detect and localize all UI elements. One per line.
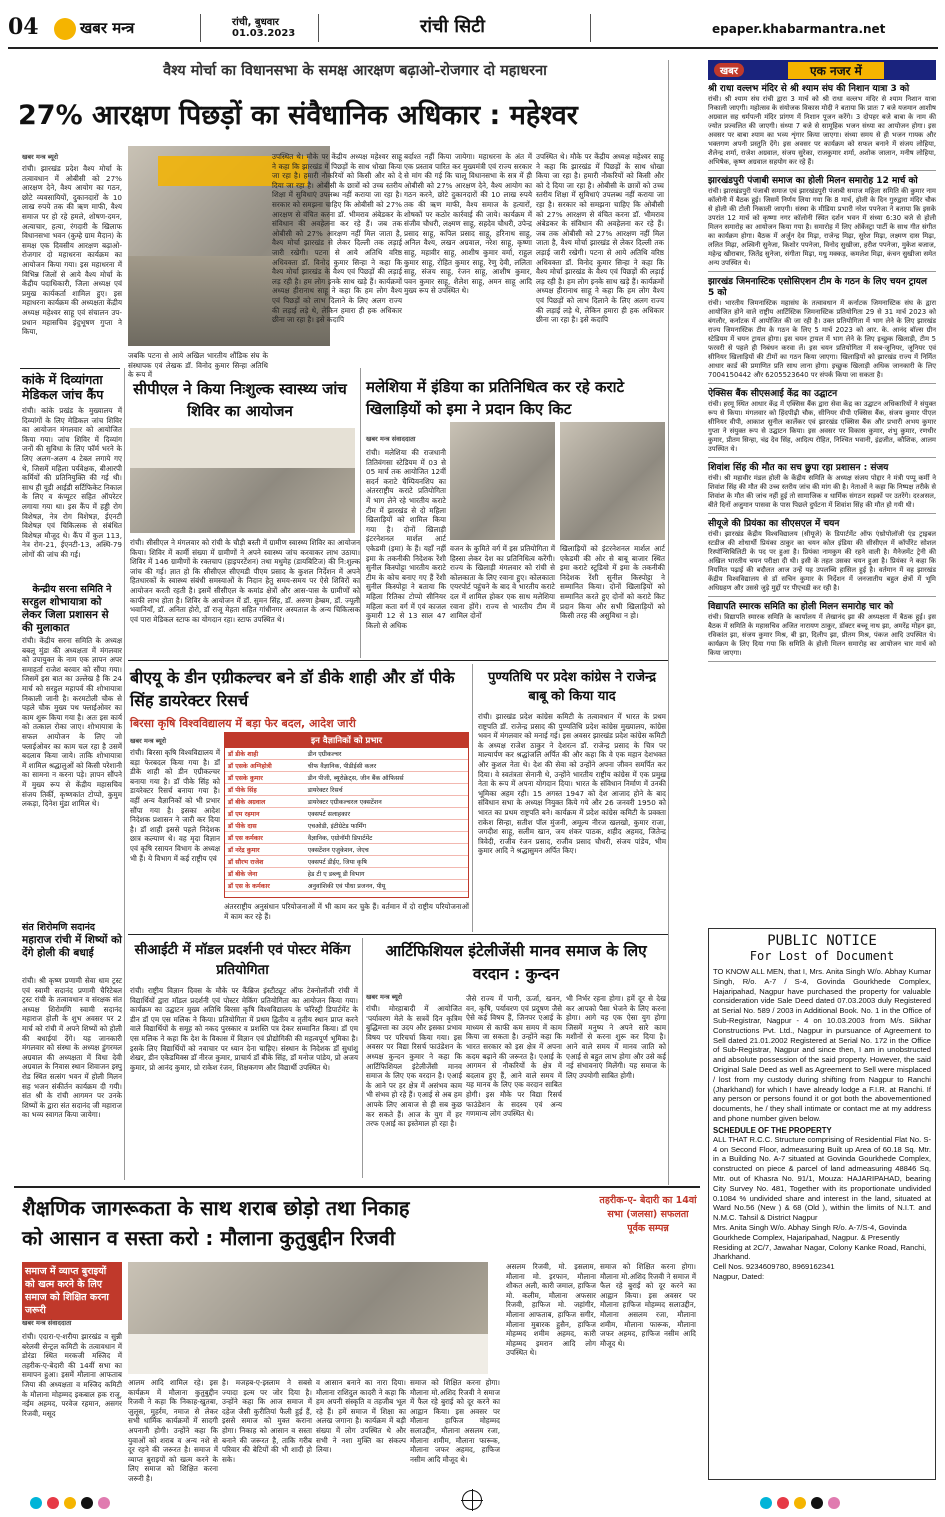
ai-byline: खबर मन्त्र ब्यूरो [366,993,403,1001]
scientist-charge: एचओडी, इंटीग्रेटेड फार्मिंग [305,820,468,832]
ai-body-col2: जैसे राज्य में पानी, ऊर्जा, खनन, वन, कृषि, पर्यावरण एवं प्रदूषण जैसे ऐसे कई विषय हैं, जिनपर एआई के माध्यम से काफी कम समय में काम किया जा सकता है। उन्होंने कहा कि भारत सरकार को इस क्षेत्र में अपना कदम बढ़ाने की जरूरत है। एआई के आगमन से नौकरियों के क्षेत्र में बदलाव हुए हैं, आने वाले समय में यह मानव के लिए एक वरदान साबित होगी। इस मौके पर विद्या रिसर्च फाउंडेशन के सदस्य एवं अन्य गणमान्य लोग उपस्थित थे। [466,994,562,1119]
brand-name: खबर मन्त्र [80,19,135,37]
color-dot [81,1497,93,1509]
bau-byline: खबर मन्त्र ब्यूरो [130,737,167,745]
scientist-charge: एक्सटेंशन एजुकेशन, जेएच [305,844,468,856]
website-url[interactable]: epaper.khabarmantra.net [712,22,886,36]
scientist-charge: डीन पीजी, ब्यूरोक्रेट्स, जीन बैंक ऑफिसर्स [305,772,468,784]
edu-body-col4: व आसान बनाने का नारा दिया। मौलाना राशिदुल कादरी ने कहा कि हम अपनी संस्कृति व तहजीब भूल रहे हैं। हमें समाज में शिक्षा का अलख जगाना है। कार्यक्रम में बड़ी संख्या में लोग उपस्थित थे और सभी ने नशा मुक्ति का संकल्प लिया। [316,1378,406,1455]
main-kicker: वैश्य मोर्चा का विधानसभा के समक्ष आरक्षण बढ़ाओ-रोजगार दो महाधरना [163,63,547,79]
footer-color-dots-right [760,1494,845,1513]
cpl-photo [130,428,355,533]
sidebar-brief-headline: श्री राधा वल्लभ मंदिर से श्री श्याम संघ की निशान यात्रा 3 को [708,84,910,94]
header-rule [8,47,938,49]
bau-table-row [225,856,468,868]
sidebar-brief [708,602,936,662]
cpl-headline: सीपीएल ने किया निःशुल्क स्वास्थ्य जांच शिविर का आयोजन [133,380,347,420]
scientist-name: डॉ पीके सिंह [225,784,305,796]
sidebar-brief-body: रांची। भारतीय जिमनास्टिक महासंघ के तत्वावधान में कर्नाटक जिमनास्टिक संघ के द्वारा आयोजित होने वाले राष्ट्रीय आर्टिस्टिक जिमनास्टिक प्रतियोगिता 29 से 31 मार्च 2023 को बंगलौर, कर्नाटक में आयोजित की जा रही है। उक्त प्रतियोगिता में भाग लेने के लिए झारखंड राज्य जिमनास्टिक टीम के गठन के लिए 5 मार्च 2023 को आर. के. आनंद बॉल्स ग्रीन स्टेडियम में चयन ट्रायल होगा। इस चयन ट्रायल में भाग लेने के लिए इच्छुक खिलाड़ी, टीम 5 फरवरी से पहले ही निबंधन करवा लें। इस चयन प्रतियोगिता में सब-जूनियर, जूनियर एवं सीनियर खिलाड़ियों की टीमों का गठन किया जाएगा। खिलाड़ियों को झारखंड राज्य में निर्मित आधार कार्ड की प्रमाणित प्रति साथ लाना होगा। इच्छुक खिलाड़ी अधिक जानकारी के लिए 7004150442 और 6205523640 पर संपर्क किया जा सकता है। [708,299,936,379]
kendriya-headline: सरहुल शोभायात्रा को लेकर जिला प्रशासन से की मुलाकात [22,596,109,634]
edu-photo [128,1262,488,1374]
sidebar-banner [708,60,936,80]
scientist-charge: एक्सपर्ट सलाहकार [305,808,468,820]
cpl-body: रांची। सीसीएल ने मंगलवार को रांची के चौड़ी बस्ती में ग्रामीण स्वास्थ्य शिविर का आयोजन किया। शिविर में कार्मी संख्या में ग्रामीणों ने अपने स्वास्थ्य जांच करवाकर लाभ उठाया। शिविर में 146 ग्रामीणों के रक्तचाप (हाइपरटेंशन) तथा मधुमेह (डायबिटिज) की नि:शुल्क जांच की गई। ज्ञात हो कि सीसीएल सीएमडी पीएम प्रसाद के कुशल निर्देशन में अपने हितधारकों के स्वास्थ्य संबंधी समस्याओं के निदान हेतु समय-समय पर ऐसे शिविरों का आयोजन करती रहती है। इसमें सीसीएल के कमांड क्षेत्रों और आस-पास के ग्रामीणों को काफी लाभ होता है। शिविर के आयोजन में डॉ. सुमन सिंह, डॉ. अरुणा हेम्ब्रम, डॉ. ज्यूली भवानियाँ, डॉ. अनिता होरो, डॉ राजू मेहता सहित गांधीनगर अस्पताल के अन्य चिकित्सक एवं पारा मेडिकल स्टाफ का योगदान रहा। स्टाफ उपस्थित थे। [130,538,360,624]
scientist-charge: डायरेक्टर एग्रीकल्चरल एक्सटेंशन [305,796,468,808]
header-city: रांची, बुधवार [232,17,280,28]
page-number: 04 [8,14,39,40]
scientist-name: डॉ एम रहमान [225,808,305,820]
bau-table-row [225,820,468,832]
scientist-charge: डीन एग्रीकल्चर [305,748,468,760]
color-dot [64,1497,76,1509]
notice-subtitle: For Lost of Document [749,949,895,963]
sidebar-brief-body: रांची। श्री श्याम संघ रांची द्वारा 3 मार्च को श्री राधा वल्लभ मंदिर से श्याम निशान यात्रा निकाली जाएगी। महोत्सव के संयोजक विकास मोदी ने बताया कि प्रातः 7 बजे यजमान आशीष अग्रवाल सह धर्मपत्नी मंदिर प्रांगण में निशान पूजन करेंगे। 3 दोपहर बजे बाबा के नाम की ज्योत प्रज्वलित की जाएगी। संध्या 7 बजे से सामूहिक भजन संध्या का आयोजन होगा। इस अवसर पर बाबा श्याम का भव्य शृंगार किया जाएगा। संध्या समय से ही भजन गायक और भक्तगण अपनी प्रस्तुति देंगे। इस अवसर पर कार्यक्रम को सफल बनाने में संजय लोहिया, शैलेन्द्र शर्मा, राजेश अग्रवाल, संजय सुरेका, राजकुमार शर्मा, अशोक जालान, मनीष लोहिया, अभिषेक, कृष्ण अग्रवाल सहयोग कर रहे हैं। [708,95,936,166]
edu-body-col3: है। मजहब-ए-इस्लाम ने सबसे ज्यादा इल्म पर जोर दिया है। उन्होंने कहा कि आज समाज में दहेज जैसी कुरीतियां फैली हुई हैं, इससे समाज को मुक्त कराना होगा। निकाह को आसान व सस्ता बनाने की जरूरत है, ताकि गरीब परिवार की बेटियों की भी शादी हो सके। [222,1378,312,1464]
malaysia-photo-2 [560,422,665,540]
ciit-body: रांची। राष्ट्रीय विज्ञान दिवस के मौके पर कैंब्रिज इंस्टीट्यूट ऑफ टेक्नोलॉजी रांची में विद्यार्थियों द्वारा मॉडल प्रदर्शनी एवं पोस्टर मेकिंग प्रतियोगिता का आयोजन किया गया। कार्यक्रम का उद्घाटन मुख्य अतिथि बिरसा कृषि विश्वविद्यालय के फॉरेस्ट्री डिपार्टमेंट के डीन डॉ एम एस मलिक ने किया। प्रतियोगिता में प्रथम द्वितीय व तृतीय स्थान प्राप्त करने वाले विद्यार्थियों के समूह को नकद पुरस्कार व प्रशस्ति पत्र देकर सम्मानित किया। डॉ एम एस मलिक ने कहा कि देश के विकास में विज्ञान एवं प्रौद्योगिकी की महत्वपूर्ण भूमिका है। इसके लिए विद्यार्थियों को नवाचार पर ध्यान देना चाहिए। संस्थान के निदेशक डॉ सुधांशु शेखर, डीन एकेडमिक्स डॉ नीरज कुमार, प्राचार्य डॉ बीके सिंह, डॉ मनोज पांडेय, प्रो अजय कुमार, प्रो आनंद कुमार, प्रो राकेश रंजन, शिक्षकगण और विद्यार्थी उपस्थित थे। [130,986,358,1072]
scientist-charge: हेड टी ए डब्ल्यू डी विभाग [305,868,468,880]
edu-body-col6: असलम रिजवी, मो. इसलाम, मौलाना मो. इरफान, मौलाना शौकत अली, कारी जमाल, हाफिज मो. कलीम, मौलाना अफसार रिजवी, हाफिज मो. जहांगीर, मौलाना आफताब, हाफिज सगीर, मौलाना मुबारक हुसैन, हाफिज मोहम्मद शमीम अहमद, कारी मोहम्मद इमरान आदि लोग उपस्थित थे। [506,1262,596,1358]
bau-table-row [225,868,468,880]
sidebar-banner-badge: खबर [714,63,744,77]
scientist-charge: चीफ वैज्ञानिक, पीडीईसी कलर [305,760,468,772]
scientist-name: डॉ सौरभ राजेश [225,856,305,868]
brand-logo [54,18,76,40]
main-photo-caption: जबकि पटना से आये अखिल भारतीय शौंडिक संघ के संस्थापक एवं लेखक डॉ. विनोद कुमार सिन्हा अतिथि के रूप में [128,351,268,380]
scientist-name: डॉ बीके जेना [225,868,305,880]
main-body-col3: बर्दाश्त नहीं किया जायेगा। महाधरना के अंत में एक प्रस्ताव पारित कर मुख्यमंत्री एवं राज्य सरकार से मांग की गई कि चालू विधानसभा के सत्र में ही ओबीसी को 27% आरक्षण देने, वैश्य आयोग का गठन करने, छोटे दुकानदारों की 10 लाख रुपये तक की ऋण माफी, वैश्य समाज के हत्यारों, शोषकों पर कठोर कार्रवाई की जाये। कार्यक्रम में संजीव चौधरी, लक्ष्मण साहू, सहदेव चौधरी, उपेन्द्र प्रसाद साहू, कपिल प्रसाद साहू, हरिनाथ साहू, अनिल वैश्य, लखन अग्रवाल, नरेश साहू, कृष्णा साहू, महावीर साहू, आशीष कुमार वर्मा, राहुल कुमार साहू, रोहित कुमार साहू, रेणु देवी, ललिता साहू, संजय साहू, रंजन साहू, आशीष कुमार, पवन कुमार साहू, शैलेश साहू, अमन साहू आदि मुख्य रूप से उपस्थित थे। [404,152,532,296]
sidebar-list [708,84,936,924]
main-body-col1: रांची। झारखंड प्रदेश वैश्य मोर्चा के तत्वावधान में ओबीसी को 27% आरक्षण देने, वैश्य आयोग का गठन, छोटे व्यवसायियों, दुकानदारों के 10 लाख रुपये तक की ऋण माफी, वैश्य समाज पर हो रहे हमले, शोषण-दमन, अत्याचार, हत्या, रंगदारी के खिलाफ विधानसभा भवन (कुम्हे ग्राम मैदान) के समक्ष एक दिवसीय आरक्षण बढ़ाओ-रोजगार दो महाधरना कार्यक्रम का आयोजन किया गया। इस महाधरना में विभिन्न जिलों से आये वैश्य मोर्चा के केंद्रीय पदाधिकारी, जिला अध्यक्ष एवं प्रमुख कार्यकर्ता शामिल हुए। इस महाधरना कार्यक्रम की अध्यक्षता केंद्रीय अध्यक्ष महेश्वर साहू एवं संचालन उप-प्रधान महासचिव इंदुभूषण गुप्ता ने किया, [22,164,122,337]
scientist-name: डॉ एस कर्मकार [225,832,305,844]
sidebar-brief-headline: शिवांश सिंह की मौत का सच छुपा रहा प्रशासन : संजय [708,463,889,473]
column-rule [472,664,473,932]
column-rule [362,938,363,1178]
edu-kicker: समाज में व्याप्त बुराइयों को खत्म करने के लिए समाज को शिक्षित करना जरूरी [22,1262,122,1320]
left-rule [20,368,120,369]
kendriya-kicker: केन्द्रीय सरना समिति ने [32,584,112,595]
notice-schedule: ALL THAT R.C.C. Structure comprising of Residential Flat No. S-4 on Second Floor, admeasuring Built up Area of 60.18 Sq. Mtr. in a Building No. A-7 situated at Govinda Gourkhede Complex, constructed on piece & parcel of land admeasuring 48846 Sq. Mtr. out of Khasra No. 91/1, Mouza: HAJARIPAHAD, bearing City Survey No. 481, Together with its proportionate undivided 0.1084 % undivided share and interest in the land, situated at Ward No.56 (New ) & 68 (Old ), within the limits of N.I.T. and N.M.C. Tahsil & District Nagpur [713,1134,931,1223]
ai-headline: आर्टिफिशियल इंटेलीजेंसी मानव समाज के लिए वरदान : कुन्दन [385,942,647,983]
sidebar-brief-headline: ऐक्सिस बैंक सीएसआई केंद्र का उद्घाटन [708,389,838,399]
footer-color-dots-left [30,1494,115,1513]
bau-body-col1: रांची। बिरसा कृषि विश्वविद्यालय में बड़ा फेरबदल किया गया है। डॉ डीके शाही को डीन एग्रीकल्चर बनाया गया है। डॉ पीके सिंह को डायरेक्टर रिसर्च बनाया गया है। वहीं अन्य वैज्ञानिकों को भी प्रभार सौंपा गया है। इसका आदेश निदेशक प्रशासन ने जारी कर दिया है। डॉ शाही इससे पहले निदेशक छात्र कल्याण थे। वह मृदा विज्ञान एवं कृषि रसायन विभाग के अध्यक्ष भी हैं। ये विभाग में कई राष्ट्रीय एवं [130,748,220,863]
bau-headline: बीएयू के डीन एग्रीकल्चर बने डॉ डीके शाही और डॉ पीके सिंह डायरेक्टर रिसर्च [130,668,455,710]
sidebar-brief-body: रांची। झारखंडपुरी पंजाबी समाज एवं झारखंडपुरी पंजाबी समाज महिला समिति की कुमार नाम कॉलोनी में बैठक हुई। जिसमें निर्णय लिया गया कि 8 मार्च, होली के दिन गुरुद्वारा मंदिर चौक से होली की टोली निकाली जाएगी। संस्था के मीडिया प्रभारी नरेश पपनेजा ने बताया कि इसके उपरांत 12 मार्च को कृष्णा नगर कॉलोनी स्थित दर्शन भवन में संध्या 6:30 बजे से होली मिलन समारोह का आयोजन किया गया है। समारोह में लिए ऑर्केस्ट्रा पार्टी के साथ गीत संगीत का कार्यक्रम होगा। बैठक में अर्जुन देव मिढ़ा, राजेन्द्र मिढ़ा, सुरेश मिढ़ा, लक्ष्मण दास मिढ़ा, ललित मिढ़ा, अश्विनी सुनेजा, किशोर पपनेजा, विनोद सुखीजा, हरीश पपनेजा, मुकेश बजाज, महेन्द्र खीराबार, जितेंद्र सुनेजा, संगीता मिढ़ा, मधु मक्कड़, कमलेश मिढ़ा, कंचन सुखीजा समेत अन्य उपस्थित थे। [708,187,936,267]
scientist-name: डॉ नरेंद्र कुमार [225,844,305,856]
scientist-charge: वैज्ञानिक, एग्रोनॉमी डिपार्टमेंट [305,832,468,844]
sidebar-brief-body: रांची। झारखंड केंद्रीय विश्वविद्यालय (सीयूजे) के डिपार्टमेंट ऑफ एंथ्रोपोलॉजी एंड ट्राइबल स्टडीज की शोधार्थी प्रियंका ठाकुर का चयन कोल इंडिया की सीसीएल में कॉर्पोरेट सोशल रिस्पॉन्सिबिलिटी के पद पर हुआ है। प्रियंका नामकुम की रहने वाली है। मैनेजमेंट ट्रेनी की अखिल भारतीय चयन परीक्षा दी थी। इसी के तहत उसका चयन हुआ है। प्रियंका ने कहा कि नियमित पढ़ाई की बदौलत आज उन्हें यह उपलब्धि हासिल हुई है। वर्तमान में वह झारखंड केंद्रीय विश्वविद्यालय से डॉ सचिन कुमार के निर्देशन में जनजातीय बहुल क्षेत्रों में भूमि अधिग्रहण और उससे जुड़े मुद्दों पर पीएचडी कर रही है। [708,530,936,592]
edu-body-col7: समाज को शिक्षित करना होगा। मौलाना मो.अशिद रिजवी ने समाज में फैल रहे बुराई को दूर करने का आह्वान किया। इस अवसर पर मौलाना हाफिज मोहम्मद सलाउद्दीन, मौलाना असलम रजा, मौलाना शमीम, मौलाना फारूक, मौलाना जफर अहमद, हाफिज नसीम आदि मौजूद थे। [600,1262,696,1348]
malaysia-photo-1 [450,422,555,540]
sidebar-brief-headline: विद्यापति स्मारक समिति का होली मिलन समारोह चार को [708,602,894,612]
header-divider [590,14,591,42]
sidebar-brief [708,389,936,458]
color-dot [828,1497,840,1509]
bau-table [224,732,469,898]
scientist-name: डॉ एस के कर्मकार [225,880,305,892]
color-dot [760,1497,772,1509]
sidebar-brief-body: रांची। श्री महावीर मंडल होली के केंद्रीय समिति के अध्यक्ष संजय पोद्दार ने मंत्री पप्पू कर्मी ने शिवांश सिंह की मौत की उच्च स्तरीय जांच की मांग की है। नेताओं ने कहा कि निष्पक्ष तरीके से शिवांश के मौत की जांच नहीं हुई तो सामाजिक व धार्मिक संगठन सड़कों पर उतरेंगे। दरअसल, बीते दिनों अजुमान पासवा के पास पिछले दुर्घटना में शिवांश सिंह की मौत हो गयी थी। [708,474,936,509]
main-byline: खबर मन्त्र ब्यूरो [22,153,59,161]
malaysia-body-col3: खिलाड़ियों को इंटरनेशनल मार्शल आर्ट एकेडमी की ओर से बाबू बाजार स्थित इमा कराटे स्टूडियो में इमा के तकनीकी निदेशक रेंशी सुनील किस्पोट्टा ने सम्मानित किया। दोनों खिलाड़ियों को सम्मानित करते हुए दोनों को कराटे किट प्रदान किया और सभी खिलाड़ियों को किसी तरह की असुविधा न हो। [560,544,665,621]
column-rule [360,368,361,658]
scientist-charge: एक्सपर्ट डीईए, जिया कृषि [305,856,468,868]
main-body-col2: उपस्थित थे। मौके पर केंद्रीय अध्यक्ष महेश्वर साहू ने कहा कि झारखंड में पिछड़ों के साथ धोखा किया जा रहा है। हमारी नौकरियों को किसी और को दे दिया जा रहा है। ओबीसी के छात्रों को उच्च स्तरीय शिक्षा में सुविधाएं उपलब्ध नहीं कराया जा रहा है। सरकार को समझना चाहिए कि ओबीसी को 27% आरक्षण से वंचित करना डॉ. भीमराव अंबेडकर के संविधान की अवहेलना कर रहे हैं। जब तक ओबीसी को 27% आरक्षण नहीं मिल जाता है, वैश्य मोर्चा झारखंड से लेकर दिल्ली तक लड़ाई जारी रखेगी। पटना से आये अतिथि वरिष्ठ अधिवक्ता डॉ. विनोद कुमार सिन्हा ने कहा कि वैश्य मोर्चा झारखंड के वैश्य एवं पिछड़ों की लड़ाई लड़ रही है। हम लोग इनके साथ खड़े हैं। कार्यक्रमों अध्यक्ष हीरानाथ साहू ने कहा कि हम लोग वैश्य एवं पिछड़ों को लाभ दिलाने के लिए अलग राज्य की लड़ाई लड़े थे, लेकिन हमारा ही हक अधिकार छीना जा रहा है। इसे कदापि [272,152,402,325]
sant-headline: महाराज रांची में शिष्यों को देंगे होली की बधाई [22,934,122,959]
ai-body-col3: भी निर्भर रहना होगा। हमें दूर से देख कर आपको पैसा भेजने के लिए करना होगा। आगे यह एक ऐसा युग होगा जिसमें मनुष्य ने अपने सारे काम मशीनों से करना शुरू कर दिया है। आने वाले समय में मानव जाति को एआई से बहुत लाभ होगा और उसे कई नई संभावनाएं मिलेंगी। यह समाज के लिए उपयोगी साबित होगी। [566,994,666,1080]
kendriya-body: रांची। केंद्रीय सरना समिति के अध्यक्ष बबलू मुंडा की अध्यक्षता में मंगलवार को उपायुक्त के नाम एक ज्ञापन अपर समाहर्ता राजेश बरवार को सौंपा गया। जिसमें इस बात का उल्लेख है कि 24 मार्च को सरहुल महापर्व की शोभायात्रा निकाली जानी है। करमटोली चौक से पहले चौक मुख्य पथ फ्लाईओवर का काम शुरू किया गया है। अतः इस कार्य को तत्काल रोका जाए। शोभायात्रा के सफल आयोजन के लिए जो फ्लाईओवर का काम चल रहा है उसमें बदलाव किया जाये। ताकि शोभायात्रा में शामिल श्रद्धालुओं को किसी परेशानी का सामना न करना पड़े। ज्ञापन सौंपने में मुख्य रूप से केंद्रीय महासचिव संजय तिर्की, कृष्णकांत टोप्पो, कुमुम लकड़ा, दिनेश मुंडा शामिल थे। [22,636,122,809]
notice-cell: Cell Nos. 9234609780, 8969162341 [713,1262,835,1272]
edu-headline-l2: को आसान व सस्ता करो : मौलाना कुतुबुद्दीन रिजवी [22,1226,396,1250]
section-rule [128,660,668,661]
congress-headline: पुण्यतिथि पर प्रदेश कांग्रेस ने राजेन्द्र बाबू को किया याद [488,670,656,704]
edu-headline-l1: शैक्षणिक जागरूकता के साथ शराब छोड़ो तथा निकाह [22,1196,410,1220]
malaysia-headline: मलेशिया में इंडिया का प्रतिनिधित्व कर रहे कराटे खिलाड़ियों को इमा ने प्रदान किए किट [366,378,625,418]
color-dot [811,1497,823,1509]
scientist-name: डॉ बीके अग्रवाल [225,796,305,808]
page-header [0,0,945,50]
notice-place: Nagpur, Dated: [713,1271,765,1281]
ai-body-col1: रांची। मोरहाबादी में आयोजित 'पर्यावरण मेले के सत्रवें दिन कृत्रिम बुद्धिमत्ता का उदय और इसका प्रभाव विषय पर परिचर्चा किया गया। इस अवसर पर विद्या रिसर्च फाउंडेशन के अध्यक्ष कुन्दन कुमार ने कहा कि आर्टिफिशियल इंटेलीजेंसी मानव समाज के लिए एक वरदान है। एआई के आने पर हर क्षेत्र में असंभव काम भी संभव हो रहे हैं। एआई से अब हम आपके लिए आवाज से ही सब कुछ कर सकते हैं। आज के युग में हर तरफ एआई का इस्तेमाल हो रहा है। [366,1004,462,1129]
section-title: रांची सिटी [420,16,485,37]
edu-body-col1: रांची। एदारा-ए-शरीया झारखंड व सुन्नी बरेलवी सेन्ट्रल कमिटी के तत्वावधान में डोरंडा स्थित मरकजी मस्जिद में तहरीक-ए-बेदारी की 14वीं सभा का समापन हुआ। इसमें मौलाना आफताब जिया की अध्यक्षता व मस्जिद कमिटी के मौलाना मोहम्मद इकबाल हक राजू, नईम अहमद, परवेज रहमान, असगर रिजवी, मसूद [22,1332,122,1418]
bau-table-row [225,796,468,808]
sidebar-brief-headline: झारखंड जिमनास्टिक एसोसिएशन टीम के गठन के लिए चयन ट्रायल 5 को [708,277,927,298]
sant-kicker: संत शिरोमणि सदानंद [22,922,95,933]
bau-table-row [225,772,468,784]
bau-table-row [225,784,468,796]
section-rule [128,934,668,935]
edu-side-tag: तहरीक-ए- बेदारी का 14वां सभा (जलसा) सफलता पूर्वक सम्पन्न [599,1195,697,1234]
scientist-name: डॉ एसके कुमार [225,772,305,784]
registration-mark [462,1490,482,1510]
color-dot [98,1497,110,1509]
color-dot [47,1497,59,1509]
main-body-col4: उपस्थित थे। मौके पर केंद्रीय अध्यक्ष महेश्वर साहू ने कहा कि झारखंड में पिछड़ों के साथ धोखा किया जा रहा है। हमारी नौकरियों को किसी और को दे दिया जा रहा है। ओबीसी के छात्रों को उच्च स्तरीय शिक्षा में सुविधाएं उपलब्ध नहीं कराया जा रहा है। सरकार को समझना चाहिए कि ओबीसी को 27% आरक्षण से वंचित करना डॉ. भीमराव अंबेडकर के संविधान की अवहेलना कर रहे हैं। जब तक ओबीसी को 27% आरक्षण नहीं मिल जाता है, वैश्य मोर्चा झारखंड से लेकर दिल्ली तक लड़ाई जारी रखेगी। पटना से आये अतिथि वरिष्ठ अधिवक्ता डॉ. विनोद कुमार सिन्हा ने कहा कि वैश्य मोर्चा झारखंड के वैश्य एवं पिछड़ों की लड़ाई लड़ रही है। हम लोग इनके साथ खड़े हैं। कार्यक्रमों अध्यक्ष हीरानाथ साहू ने कहा कि हम लोग वैश्य एवं पिछड़ों को लाभ दिलाने के लिए अलग राज्य की लड़ाई लड़े थे, लेकिन हमारा ही हक अधिकार छीना जा रहा है। इसे कदापि [536,152,664,325]
header-date: 01.03.2023 [232,28,296,39]
sidebar-brief-headline: झारखंडपुरी पंजाबी समाज का होली मिलन समारोह 12 मार्च को [708,176,918,186]
bau-table-row [225,748,468,760]
notice-schedule-title: SCHEDULE OF THE PROPERTY [713,1125,832,1135]
scientist-charge: अनुवांशिकी एवं पौधा प्रजनन, पीयू [305,880,468,892]
bau-table-grid [225,748,468,892]
sidebar-brief-body: रांची। हरमू स्थित आधार केंद्र में एक्सिस बैंक द्वारा सेवा केंद्र का उद्घाटन अधिकारियों ने संयुक्त रूप से किया। मंगलवार को हिंदपीढ़ी चौक, सीनियर वीपी एक्सिस बैंक, संजय कुमार पीएल सीनियर वीपी, आकाश सुनील कार्लेकर एवं झारखंड एक्सिस बैंक और प्रभारी अभय कुमार गुप्ता ने संयुक्त रूप से उद्घाटन किया। इस अवसर पर विकास कुमार, शंभु कुमार, रणधीर कुमार, प्रीतम सिन्हा, चंद्र देव सिंह, आदित्य रोहित, निश्चित भवानी, इंद्रजीत, कौशिक, आलम उपस्थित थे। [708,400,936,453]
main-headline: 27% आरक्षण पिछड़ों का संवैधानिक अधिकार : महेश्वर [18,100,578,131]
malaysia-body-col2: वजन के कुमिते वर्ग में इस प्रतियोगिता में हिस्सा लेकर देश का प्रतिनिधित्व करेंगी। राज्य के खिलाड़ी मंगलवार को रांची से कोलकाता के लिए रवाना हुए। कोलकाता एयरपोर्ट पहुंचने के बाद वे भारतीय कराटे दल में शामिल होकर एक साथ मलेशिया रवाना होंगे। राज्य से भारतीय टीम में शामिल दोनों [450,544,555,621]
sidebar-banner-title: एक नजर में [788,62,884,79]
notice-signer: Mrs. Anita Singh W/o. Abhay Singh R/o. A-7/S-4, Govinda Gourkhede Complex, Hajaripahad, Nagpur. & Presently Residing at 2C/7, Jawahar Nagar, Colony Kanke Road, Ranchi, Jharkhand. [713,1222,927,1262]
color-dot [777,1497,789,1509]
bau-table-row [225,760,468,772]
section-rule [14,1186,700,1188]
color-dot [794,1497,806,1509]
bau-table-title: इन वैज्ञानिकों को प्रभार [225,733,468,748]
congress-body: रांची। झारखंड प्रदेश कांग्रेस कमिटी के तत्वावधान में भारत के प्रथम राष्ट्रपति डॉ. राजेन्द्र प्रसाद की पुण्यतिथि प्रदेश कांग्रेस मुख्यालय, कांग्रेस भवन में मंगलवार को मनाई गई। इस अवसर झारखंड प्रदेश कांग्रेस कमिटी के अध्यक्ष राजेश ठाकुर ने देशरत्न डॉ. राजेन्द्र प्रसाद के चित्र पर माल्यार्पण कर श्रद्धांजलि अर्पित की और कहा कि वे एक महान देशभक्त और कुशल नेता थे। देश की सेवा को उन्होंने अपना जीवन समर्पित कर दिया। वे स्वतंत्रता सेनानी थे, उन्होंने भारतीय राष्ट्रीय कांग्रेस में एक प्रमुख नेता के रूप में अपना योगदान दिया। भारत के संविधान निर्माण में उनकी भूमिका अहम रही। 15 अगस्त 1947 को देश आजाद होने के बाद संविधान सभा के अध्यक्ष नियुक्त किये गये और 26 जनवरी 1950 को भारत का प्रथम राष्ट्रपति बने। कार्यक्रम में प्रदेश कांग्रेस कमिटी के प्रवक्ता राकेश सिन्हा, सतीश पॉल मुंजनी, अमूल्य नीरज खलखो, कुमार राजा, जगदीश साहू, सलीम खान, जय शंकर पाठक, शहीद अहमद, जितेन्द्र त्रिवेदी, राजीव रंजन प्रसाद, राजीव प्रसाद चौधरी, संजय पांडेय, भीम कुमार आदि ने श्रद्धासुमन अर्पित किए। [478,712,666,856]
scientist-name: डॉ एसके अग्निहोत्री [225,760,305,772]
sidebar-brief-body: रांची। विद्यापति स्मारक समिति के कार्यालय में लेखानंद झा की अध्यक्षता में बैठक हुई। इस बैठक में समिति के महासचिव अजित नारायण ठाकुर, डॉक्टर बच्चू नाथ झा, अमरेंद्र मोहन झा, रविकांत झा, संजय कुमार मिश्र, बी झा, दिलीप झा, प्रीतम मिश्र, पंकज आदि उपस्थित थे। कार्यक्रम के लिए दिया गया कि समिति के होली मिलन समारोह का आयोजन चार मार्च को किया जाएगा। [708,613,936,657]
kanke-headline: कांके में दिव्यांगता मेडिकल जांच कैंप [22,372,104,402]
bau-table-row [225,844,468,856]
bau-table-row [225,808,468,820]
column-rule [668,60,669,1185]
scientist-name: डॉ पीके दास [225,820,305,832]
edu-body-col5: समाज को शिक्षित करना होगा। मौलाना मो.अशिद रिजवी ने समाज में फैल रहे बुराई को दूर करने का आह्वान किया। इस अवसर पर मौलाना हाफिज मोहम्मद सलाउद्दीन, मौलाना असलम रजा, मौलाना शमीम, मौलाना फारूक, मौलाना जफर अहमद, हाफिज नसीम आदि मौजूद थे। [410,1378,500,1464]
bau-table-row [225,880,468,892]
sidebar-brief-headline: सीयूजे की प्रियंका का सीएसएल में चयन [708,519,840,529]
notice-title: PUBLIC NOTICE [767,933,877,949]
bau-body-col2: अंतरराष्ट्रीय अनुसंधान परियोजनाओं में भी काम कर चुके हैं। वर्तमान में दो राष्ट्रीय परियोजनाओं में काम कर रहे हैं। [224,902,469,921]
sidebar-brief [708,463,936,514]
header-divider [318,14,319,42]
sidebar-brief [708,84,936,171]
ciit-headline: सीआईटी में मॉडल प्रदर्शनी एवं पोस्टर मेकिंग प्रतियोगिता [134,942,351,978]
scientist-charge: डायरेक्टर रिसर्च [305,784,468,796]
edu-body-col2: आलम आदि शामिल रहे। इस कार्यक्रम में मौलाना कुतुबुद्दीन रिजवी ने कहा कि निकाह-खुतबा, जुलूस, मुहर्रम, नमाज से लेकर सभी धार्मिक कार्यक्रमों में सादगी अपनानी होगी। उन्होंने कहा कि युवाओं को शराब व अन्य नशे से दूर रहने की जरूरत है। समाज में व्याप्त बुराइयों को खत्म करने के लिए समाज को शिक्षित करना जरूरी है। [128,1378,218,1483]
header-divider [200,14,201,42]
column-rule [124,368,125,1180]
malaysia-byline: खबर मन्त्र संवाददाता [366,435,416,443]
color-dot [30,1497,42,1509]
sidebar-brief [708,519,936,597]
bau-table-row [225,832,468,844]
sant-body: रांची। श्री कृष्ण प्रणामी सेवा धाम ट्रस्ट एवं स्वामी सदानंद प्रणामी चैरिटेबल ट्रस्ट रांची के तत्वावधान व संरक्षक संत अध्यक्ष शिरोमणि स्वामी सदानंद महाराज होली के शुभ अवसर पर 2 मार्च को रांची में अपने शिष्यों को होली की बधाईयां देंगे। यह जानकारी मंगलवार को संस्था के अध्यक्ष डुंगरमल अग्रवाल की अध्यक्षता में विधा देवी अग्रवाल के निवास स्थान शिवाजन इस्पु रोड स्थित सत्संग भवन में होली मिलन सह भजन संकीर्तन कार्यक्रम दी गयी। संत श्री के रांची आगमन पर उनके शिष्यों के द्वारा संत सदानंद जी महाराज का भव्य स्वागत किया जायेगा। [22,976,122,1120]
notice-body: TO KNOW ALL MEN, that I, Mrs. Anita Singh W/o. Abhay Kumar Singh, R/o. A-7 / S-4, Govinda Gourkhede Complex, Hajaripahad, Nagpur have purchased the property for valuable consideration vide Sale Deed dated 07.03.2003 duly Registered at Serial No. 589 / 2003 in Additional Book. No. 1 in the Office of Sub-Registrar, Nagpur - 4 on 10.03.2003 from M/s. Sikhar Constructions Pvt. Ltd., Nagpur in pursuance of Agreement to Sell dated 21.01.2002 Registered at Serial No. 172 in the Office of Sub-Registrar, Nagpur and since then, I am in unobstructed and absolute possession of the said property. However, the said Original Sale Deed as well as Agreement to Sell were misplaced / lost from my custody during shifting from Nagpur to Ranchi (Jharkhand) for which I have already lodge a F.I.R. at Ranchi. If any person or persons found it or got both the abovementioned documents, he / they shall intimate or contact me at my address and phone number given below. [713,967,931,1123]
public-notice [708,928,936,1480]
scientist-name: डॉ डीके शाही [225,748,305,760]
bau-subhead: बिरसा कृषि विश्वविद्यालय में बड़ा फेर बदल, आदेश जारी [130,717,356,730]
malaysia-body-col1: रांची। मलेशिया की राजधानी तितिवंगसा स्टेडियम में 03 से 05 मार्च तक आयोजित 12वीं सदर्न कराटे चैम्पियनशिप का अंतरराष्ट्रीय कराटे प्रतियोगिता में भाग लेने रहे भारतीय कराटे टीम में झारखंड से दो महिला खिलाड़ियों को शामिल किया गया है। दोनों खिलाड़ी इंटरनेशनल मार्शल आर्ट एकेडमी (इमा) के हैं। यहाँ नहीं इमा के तकनीकी निदेशक रेंशी सुनील किस्पोट्टा भारतीय कराटे टीम के कोच बनाए गए हैं रेंशी सुनील किस्पोट्टा ने बताया कि महिला रितिका टोप्पो सीनियर महिला कता वर्ग में एवं काजल कुमारी 12 से 13 साल 47 किलो से अधिक [366,448,446,630]
edu-byline: खबर मन्त्र संवाददाता [22,1319,72,1327]
sidebar-brief [708,277,936,384]
sidebar-brief [708,176,936,272]
kanke-body: रांची। कांके प्रखंड के मुख्यालय में दिव्यांगों के लिए मेडिकल जांच शिविर का आयोजन मंगलवार को आयोजित किया गया। जांच शिविर में दिव्यांग जनों की सुविधा के लिए फॉर्म भरने के लिए अलग-अलग 4 टेबल लगाये गए थे, जिसमें महिला पर्यवेक्षक, बीआरपी कर्मियों की प्रतिनियुक्ति की गई थी। साथ ही यूडी आईडी सर्टिफिकेट निकाल के लिए व कंप्यूटर सहित ऑपरेटर लगाया गया था। इस कैंप में हड्डी रोग विशेषज्ञ, नेत्र रोग विशेषज्ञ, ईएनटी विशेषज्ञ एवं चिकित्सक से संबंधित विशेषज्ञ मौजूद थे। कैंप में कुल 113, नेत्र रोग-21, ईएनटी-13, अस्थि-79 लोगों की जांच की गई। [22,406,122,559]
